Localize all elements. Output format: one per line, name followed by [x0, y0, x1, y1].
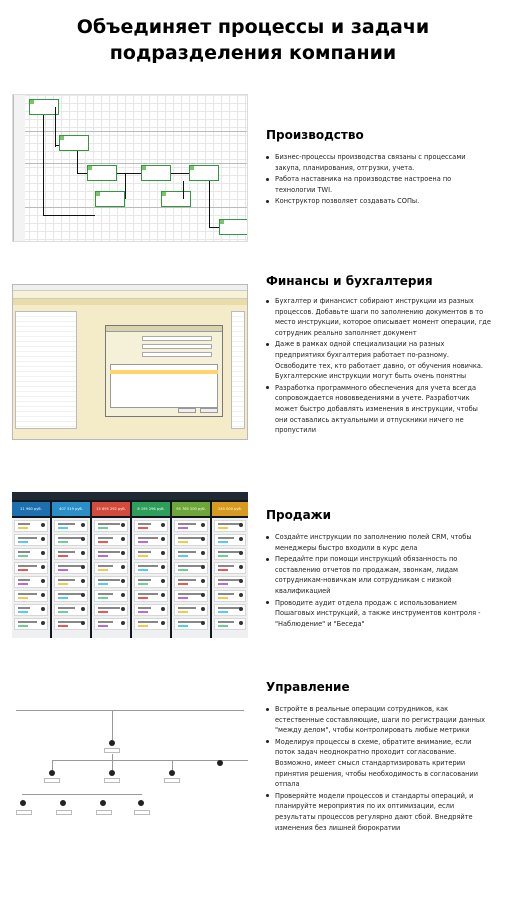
lane-label — [13, 95, 25, 131]
card-tag — [98, 555, 108, 557]
avatar-icon — [41, 537, 45, 541]
card-text-line — [178, 523, 196, 525]
card-text-line — [18, 607, 30, 609]
org-node — [49, 770, 55, 776]
card-text-line — [18, 593, 37, 595]
card-tag — [98, 527, 108, 529]
avatar-icon — [239, 523, 243, 527]
avatar-icon — [41, 593, 45, 597]
avatar-icon — [81, 593, 85, 597]
avatar-icon — [161, 579, 165, 583]
avatar-icon — [121, 579, 125, 583]
dialog-selected-row — [110, 370, 218, 374]
lane-divider — [13, 207, 247, 208]
bullet-item: Разработка программного обеспечения для учета всегда сопровождается нововведениями в учете. Разработчик может быстро добавлять изменения в инструкции, чтобы они оставались актуальными и отпускники ничего не пропустили — [266, 383, 492, 436]
card-text-line — [178, 551, 196, 553]
crm-deal-card — [214, 534, 246, 546]
flow-step — [59, 135, 89, 151]
crm-deal-card — [174, 618, 208, 630]
crm-column — [52, 518, 90, 638]
avatar-icon — [81, 621, 85, 625]
card-text-line — [98, 579, 120, 581]
card-tag — [58, 541, 68, 543]
org-node — [109, 740, 115, 746]
crm-deal-card — [14, 520, 48, 532]
crm-deal-card — [54, 618, 88, 630]
card-tag — [98, 597, 108, 599]
card-text-line — [138, 607, 151, 609]
crm-deal-card — [54, 520, 88, 532]
avatar-icon — [81, 551, 85, 555]
avatar-icon — [121, 607, 125, 611]
card-text-line — [58, 607, 75, 609]
crm-deal-card — [14, 576, 48, 588]
org-node — [100, 800, 106, 806]
section-production — [0, 94, 506, 244]
production-process-diagram — [12, 94, 248, 242]
crm-deal-card — [94, 520, 128, 532]
crm-deal-card — [94, 618, 128, 630]
card-text-line — [218, 593, 234, 595]
card-text-line — [18, 621, 37, 623]
avatar-icon — [161, 537, 165, 541]
card-tag — [58, 597, 68, 599]
card-tag — [138, 625, 148, 627]
avatar-icon — [161, 593, 165, 597]
crm-deal-card — [134, 562, 168, 574]
crm-topbar — [12, 492, 248, 500]
flow-connector — [77, 173, 87, 174]
org-node — [217, 760, 223, 766]
avatar-icon — [121, 593, 125, 597]
crm-deal-card — [134, 590, 168, 602]
org-node — [20, 800, 26, 806]
card-tag — [178, 625, 188, 627]
card-text-line — [18, 523, 30, 525]
section-title: Управление — [266, 680, 350, 694]
lane-label — [13, 131, 25, 163]
section-title: Финансы и бухгалтерия — [266, 274, 433, 288]
dialog-field — [142, 352, 212, 357]
card-tag — [218, 527, 228, 529]
bullet-item: Бизнес-процессы производства связаны с процессами закупа, планирования, отгрузки, учета. — [266, 152, 492, 173]
avatar-icon — [239, 621, 243, 625]
card-text-line — [218, 607, 241, 609]
flow-step — [95, 191, 125, 207]
org-node — [109, 770, 115, 776]
crm-deal-card — [134, 520, 168, 532]
flow-step — [189, 165, 219, 181]
bullet-item: Работа наставника на производстве настроена по технологии TWI. — [266, 174, 492, 195]
card-text-line — [178, 621, 203, 623]
card-tag — [178, 583, 188, 585]
card-text-line — [58, 621, 82, 623]
card-text-line — [18, 551, 30, 553]
card-tag — [218, 611, 228, 613]
dialog-button — [200, 408, 218, 413]
crm-deal-card — [214, 618, 246, 630]
card-tag — [178, 541, 188, 543]
org-connector — [172, 760, 173, 770]
dialog-field — [142, 336, 212, 341]
avatar-icon — [161, 523, 165, 527]
card-text-line — [218, 621, 234, 623]
bullet-item: Конструктор позволяет создавать СОПы. — [266, 196, 492, 207]
crm-deal-card — [94, 548, 128, 560]
avatar-icon — [121, 523, 125, 527]
card-text-line — [98, 565, 113, 567]
crm-deal-card — [134, 534, 168, 546]
card-tag — [58, 625, 68, 627]
avatar-icon — [201, 523, 205, 527]
card-tag — [98, 569, 108, 571]
flow-connector — [55, 145, 59, 146]
card-text-line — [18, 537, 37, 539]
avatar-icon — [239, 537, 243, 541]
org-connector — [52, 760, 53, 770]
card-text-line — [18, 579, 30, 581]
crm-deal-card — [174, 548, 208, 560]
org-node-label — [96, 810, 112, 815]
card-text-line — [218, 579, 241, 581]
avatar-icon — [81, 523, 85, 527]
card-tag — [178, 611, 188, 613]
bullet-item: Встройте в реальные операции сотрудников, как естественные составляющие, шаги по регистрации данных "между делом", чтобы контролировать любые метрики — [266, 704, 492, 736]
org-node-label — [16, 810, 32, 815]
avatar-icon — [81, 579, 85, 583]
crm-kpi: 245 000 руб. — [212, 502, 248, 516]
card-tag — [138, 555, 148, 557]
crm-deal-card — [94, 604, 128, 616]
card-text-line — [58, 565, 82, 567]
card-text-line — [138, 621, 158, 623]
card-tag — [178, 527, 188, 529]
lane-label — [13, 163, 25, 207]
card-text-line — [218, 551, 241, 553]
card-text-line — [98, 537, 113, 539]
card-tag — [138, 569, 148, 571]
org-connector — [112, 710, 113, 740]
avatar-icon — [239, 565, 243, 569]
card-text-line — [98, 593, 113, 595]
lane-divider — [13, 131, 247, 132]
section-management — [0, 680, 506, 850]
card-tag — [18, 625, 28, 627]
section-title: Производство — [266, 128, 364, 142]
crm-deal-card — [214, 520, 246, 532]
card-tag — [138, 527, 148, 529]
avatar-icon — [41, 565, 45, 569]
card-tag — [138, 541, 148, 543]
crm-deal-card — [214, 590, 246, 602]
flow-step — [219, 219, 248, 235]
card-tag — [18, 541, 28, 543]
card-text-line — [58, 523, 75, 525]
card-text-line — [138, 537, 158, 539]
card-text-line — [138, 565, 158, 567]
crm-deal-card — [54, 548, 88, 560]
bullet-item: Передайте при помощи инструкций обязанность по составлению отчетов по продажам, звонкам, лидам сотрудникам-новичкам или сотрудникам с низкой квалификацией — [266, 554, 492, 596]
crm-deal-card — [174, 604, 208, 616]
card-tag — [138, 611, 148, 613]
card-text-line — [178, 607, 196, 609]
crm-deal-card — [214, 548, 246, 560]
avatar-icon — [41, 523, 45, 527]
card-tag — [98, 583, 108, 585]
org-connector — [22, 794, 142, 795]
card-text-line — [98, 551, 120, 553]
section-sales — [0, 492, 506, 642]
crm-deal-card — [134, 618, 168, 630]
flow-step — [161, 191, 191, 207]
avatar-icon — [201, 607, 205, 611]
card-text-line — [58, 593, 82, 595]
avatar-icon — [201, 593, 205, 597]
avatar-icon — [81, 537, 85, 541]
avatar-icon — [41, 579, 45, 583]
card-text-line — [58, 551, 75, 553]
card-tag — [138, 583, 148, 585]
flow-connector — [55, 107, 56, 147]
card-text-line — [138, 523, 151, 525]
crm-screenshot — [12, 492, 248, 638]
crm-deal-card — [134, 604, 168, 616]
card-text-line — [98, 523, 120, 525]
card-tag — [18, 611, 28, 613]
card-tag — [218, 569, 228, 571]
card-tag — [98, 541, 108, 543]
org-node — [138, 800, 144, 806]
crm-deal-card — [174, 534, 208, 546]
card-text-line — [58, 537, 82, 539]
avatar-icon — [41, 621, 45, 625]
crm-deal-card — [174, 590, 208, 602]
avatar-icon — [201, 565, 205, 569]
card-text-line — [178, 537, 203, 539]
card-tag — [18, 527, 28, 529]
bullet-list — [266, 152, 492, 208]
bullet-item: Даже в рамках одной специализации на разных предприятиях бухгалтерия работает по-разному. Освободите тех, кто работает давно, от обучения новичка. Бухгалтерские инструкции могут быть очень понятны — [266, 339, 492, 381]
lane-divider — [13, 163, 247, 164]
avatar-icon — [41, 551, 45, 555]
dialog-titlebar — [106, 326, 222, 332]
card-tag — [98, 625, 108, 627]
org-node — [169, 770, 175, 776]
document-dialog — [105, 325, 223, 417]
bullet-item: Бухгалтер и финансист собирают инструкции из разных процессов. Добавьте шаги по заполнению документов в то место инструкции, которое описывает момент операции, где сотрудник реально заполняет документ — [266, 296, 492, 338]
crm-kpi: 8 195 296 руб. — [132, 502, 170, 516]
crm-column — [212, 518, 248, 638]
avatar-icon — [161, 551, 165, 555]
card-text-line — [218, 565, 234, 567]
flow-connector — [183, 181, 184, 199]
bullet-item: Моделируя процессы в схеме, обратите внимание, если поток задач неоднократно проходит согласование. Возможно, имеет смысл стандартизировать критерии принятия решения, чтобы необходимость в согласовании отпала — [266, 737, 492, 790]
flow-connector — [43, 215, 95, 216]
crm-kpi: 95 765 200 руб. — [172, 502, 210, 516]
app-toolbar — [13, 291, 247, 299]
flow-connector — [171, 173, 189, 174]
crm-deal-card — [14, 604, 48, 616]
card-tag — [218, 583, 228, 585]
crm-deal-card — [14, 618, 48, 630]
avatar-icon — [161, 565, 165, 569]
card-tag — [178, 569, 188, 571]
bullet-item: Создайте инструкции по заполнению полей CRM, чтобы менеджеры быстро входили в курс дела — [266, 532, 492, 553]
crm-deal-card — [214, 562, 246, 574]
flow-connector — [43, 115, 44, 215]
card-text-line — [178, 579, 196, 581]
avatar-icon — [201, 579, 205, 583]
card-text-line — [178, 593, 203, 595]
card-tag — [178, 555, 188, 557]
card-text-line — [218, 523, 241, 525]
card-tag — [18, 555, 28, 557]
crm-deal-card — [54, 604, 88, 616]
card-tag — [218, 541, 228, 543]
lane-label — [13, 207, 25, 242]
crm-deal-card — [94, 562, 128, 574]
org-connector — [16, 710, 244, 711]
flow-connector — [117, 173, 141, 174]
crm-deal-card — [214, 604, 246, 616]
org-node — [60, 800, 66, 806]
org-node-label — [56, 810, 72, 815]
card-tag — [58, 569, 68, 571]
org-node-label — [164, 778, 180, 783]
card-text-line — [138, 551, 151, 553]
card-tag — [58, 555, 68, 557]
crm-deal-card — [134, 576, 168, 588]
crm-column — [172, 518, 210, 638]
avatar-icon — [121, 565, 125, 569]
card-text-line — [138, 593, 158, 595]
card-tag — [98, 611, 108, 613]
avatar-icon — [81, 607, 85, 611]
crm-deal-card — [54, 562, 88, 574]
flow-step — [141, 165, 171, 181]
crm-deal-card — [14, 534, 48, 546]
avatar-icon — [201, 551, 205, 555]
flow-step — [87, 165, 117, 181]
section-title: Продажи — [266, 508, 332, 522]
card-tag — [18, 569, 28, 571]
org-node-label — [104, 748, 120, 753]
org-node-label — [104, 778, 120, 783]
crm-deal-card — [174, 562, 208, 574]
avatar-icon — [81, 565, 85, 569]
app-tabs — [13, 299, 247, 305]
dialog-button — [178, 408, 196, 413]
avatar-icon — [121, 621, 125, 625]
card-tag — [138, 597, 148, 599]
avatar-icon — [239, 579, 243, 583]
avatar-icon — [161, 621, 165, 625]
avatar-icon — [121, 551, 125, 555]
card-text-line — [98, 621, 113, 623]
avatar-icon — [121, 537, 125, 541]
avatar-icon — [239, 593, 243, 597]
page-title: Объединяет процессы и задачи подразделения компании — [76, 16, 430, 64]
card-text-line — [138, 579, 151, 581]
card-tag — [58, 527, 68, 529]
crm-deal-card — [14, 590, 48, 602]
card-tag — [58, 583, 68, 585]
crm-kpi: 15 695 292 руб. — [92, 502, 130, 516]
card-text-line — [98, 607, 120, 609]
avatar-icon — [239, 551, 243, 555]
bullet-list — [266, 296, 492, 437]
bullet-list — [266, 532, 492, 630]
flow-connector — [209, 181, 210, 227]
crm-deal-card — [94, 576, 128, 588]
crm-deal-card — [174, 520, 208, 532]
card-tag — [18, 583, 28, 585]
avatar-icon — [41, 607, 45, 611]
crm-kpi: 21 960 руб. — [12, 502, 50, 516]
crm-deal-card — [54, 590, 88, 602]
card-text-line — [178, 565, 203, 567]
flow-connector — [77, 151, 78, 173]
documents-table — [15, 311, 77, 429]
bullet-list — [266, 704, 492, 834]
card-tag — [178, 597, 188, 599]
card-text-line — [58, 579, 75, 581]
section-finance — [0, 274, 506, 444]
crm-kpi: 407 519 руб. — [52, 502, 90, 516]
crm-deal-card — [54, 576, 88, 588]
accounting-app-screenshot — [12, 284, 248, 440]
crm-column — [92, 518, 130, 638]
bullet-item: Проверяйте модели процессов и стандарты операций, и планируйте мероприятия по их оптимизации, если результаты процессов регулярно дают сбой. Внедряйте изменения без лишней бюрократии — [266, 791, 492, 833]
card-tag — [218, 625, 228, 627]
avatar-icon — [239, 607, 243, 611]
org-connector — [112, 754, 113, 770]
crm-deal-card — [174, 576, 208, 588]
card-text-line — [218, 537, 234, 539]
flow-connector — [209, 227, 219, 228]
crm-deal-card — [54, 534, 88, 546]
avatar-icon — [161, 607, 165, 611]
org-node-label — [44, 778, 60, 783]
crm-deal-card — [214, 576, 246, 588]
bullet-item: Проводите аудит отдела продаж с использованием Пошаговых инструкций, а также инструментов контроля - "Наблюдение" и "Беседа" — [266, 598, 492, 630]
card-tag — [218, 555, 228, 557]
dialog-field — [142, 344, 212, 349]
card-tag — [218, 597, 228, 599]
crm-deal-card — [14, 548, 48, 560]
crm-column — [12, 518, 50, 638]
crm-deal-card — [134, 548, 168, 560]
avatar-icon — [201, 537, 205, 541]
crm-column — [132, 518, 170, 638]
flow-connector — [125, 173, 126, 199]
org-chart-diagram — [12, 700, 248, 840]
card-tag — [18, 597, 28, 599]
org-node-label — [134, 810, 150, 815]
crm-deal-card — [94, 590, 128, 602]
crm-deal-card — [94, 534, 128, 546]
crm-deal-card — [14, 562, 48, 574]
documents-table-right — [231, 311, 245, 429]
card-tag — [58, 611, 68, 613]
avatar-icon — [201, 621, 205, 625]
card-text-line — [18, 565, 37, 567]
